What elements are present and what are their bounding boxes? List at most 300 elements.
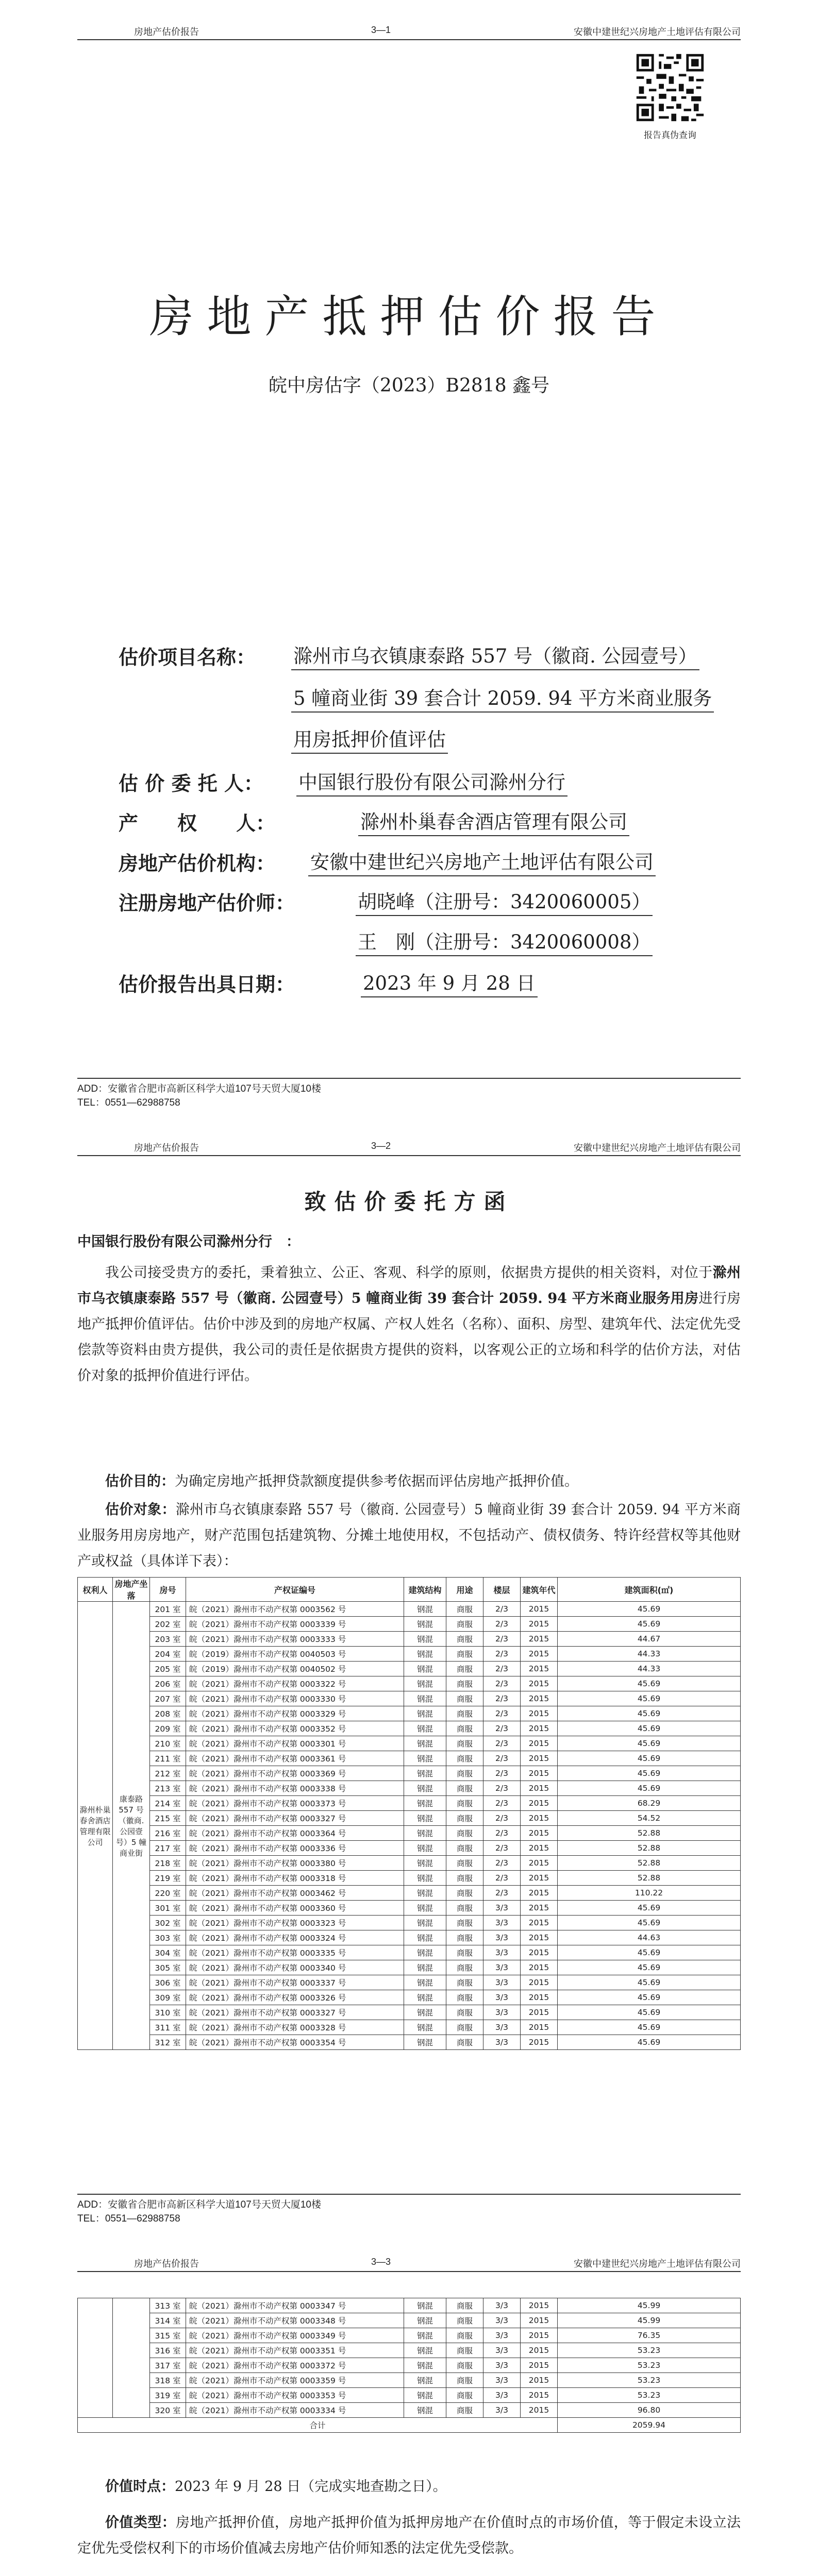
year-cell: 2015 bbox=[521, 1706, 558, 1721]
certificate-cell: 皖（2021）滁州市不动产权第 0003327 号 bbox=[186, 1811, 404, 1826]
structure-cell: 钢混 bbox=[404, 1751, 446, 1766]
structure-cell: 钢混 bbox=[404, 1602, 446, 1617]
use-cell: 商服 bbox=[446, 1826, 483, 1841]
use-cell: 商服 bbox=[446, 1736, 483, 1751]
area-cell: 45.69 bbox=[558, 2005, 741, 2020]
table-header-row bbox=[78, 1578, 741, 1602]
use-cell: 商服 bbox=[446, 1617, 483, 1632]
area-cell: 52.88 bbox=[558, 1826, 741, 1841]
intro-text-2: 进行房地产抵押价值评估。估价中涉及到的房地产权属、产权人姓名（名称）、面积、房型、建筑年代、法定优先受偿款等资料由贵方提供，我公司的责任是依据贵方提供的资料，以客观公正的立场和科学的估价方法，对估价对象的抵押价值进行评估。 bbox=[77, 1291, 741, 1384]
table-row bbox=[78, 1706, 741, 1721]
room-cell: 212 室 bbox=[150, 1766, 186, 1781]
table-row bbox=[78, 1736, 741, 1751]
use-cell: 商服 bbox=[446, 2403, 483, 2418]
area-cell: 45.99 bbox=[558, 2298, 741, 2313]
floor-cell: 3/3 bbox=[483, 1990, 521, 2005]
intro-paragraph bbox=[77, 1260, 741, 1389]
floor-cell: 3/3 bbox=[483, 1975, 521, 1990]
value-type-text: 房地产抵押价值，房地产抵押价值为抵押房地产在价值时点的市场价值，等于假定未设立法定优先受偿权利下的市场价值减去房地产估价师知悉的法定优先受偿款。 bbox=[77, 2515, 741, 2556]
room-cell: 210 室 bbox=[150, 1736, 186, 1751]
area-cell: 45.69 bbox=[558, 2020, 741, 2035]
year-cell: 2015 bbox=[521, 1841, 558, 1856]
room-cell: 202 室 bbox=[150, 1617, 186, 1632]
certificate-cell: 皖（2021）滁州市不动产权第 0003352 号 bbox=[186, 1721, 404, 1736]
room-cell: 309 室 bbox=[150, 1990, 186, 2005]
room-cell: 301 室 bbox=[150, 1901, 186, 1916]
area-cell: 45.69 bbox=[558, 1706, 741, 1721]
report-number: 皖中房估字（2023）B2818 鑫号 bbox=[268, 375, 550, 396]
year-cell: 2015 bbox=[521, 2005, 558, 2020]
structure-cell: 钢混 bbox=[404, 1647, 446, 1662]
header-left: 房地产估价报告 bbox=[134, 2259, 199, 2269]
value-type-paragraph bbox=[77, 2510, 741, 2562]
use-cell: 商服 bbox=[446, 1945, 483, 1960]
value-date-text: 2023 年 9 月 28 日（完成实地查勘之日）。 bbox=[175, 2479, 447, 2495]
room-cell: 216 室 bbox=[150, 1826, 186, 1841]
client-name: 中国银行股份有限公司滁州分行 bbox=[296, 767, 567, 796]
year-cell: 2015 bbox=[521, 2343, 558, 2358]
room-cell: 305 室 bbox=[150, 1960, 186, 1975]
certificate-cell: 皖（2021）滁州市不动产权第 0003333 号 bbox=[186, 1632, 404, 1647]
value-date-label: 价值时点： bbox=[105, 2479, 175, 2495]
intro-object: 滁州市乌衣镇康泰路 557 号（徽商. 公园壹号）5 幢商业街 39 套合计 2059. 94 平方米商业服务用房 bbox=[77, 1265, 741, 1307]
room-cell: 214 室 bbox=[150, 1796, 186, 1811]
floor-cell: 3/3 bbox=[483, 2358, 521, 2373]
year-cell: 2015 bbox=[521, 1676, 558, 1691]
area-cell: 44.63 bbox=[558, 1930, 741, 1945]
area-cell: 45.69 bbox=[558, 1990, 741, 2005]
room-cell: 201 室 bbox=[150, 1602, 186, 1617]
use-cell: 商服 bbox=[446, 1721, 483, 1736]
use-cell: 商服 bbox=[446, 1676, 483, 1691]
year-cell: 2015 bbox=[521, 1901, 558, 1916]
use-cell: 商服 bbox=[446, 1916, 483, 1930]
th-certificate: 产权证编号 bbox=[186, 1578, 404, 1602]
floor-cell: 2/3 bbox=[483, 1721, 521, 1736]
page-letter bbox=[0, 1116, 818, 2232]
area-cell: 45.69 bbox=[558, 1691, 741, 1706]
year-cell: 2015 bbox=[521, 1617, 558, 1632]
table-row bbox=[78, 1766, 741, 1781]
label-report-date: 估价报告出具日期： bbox=[119, 973, 295, 996]
structure-cell: 钢混 bbox=[404, 2313, 446, 2328]
structure-cell: 钢混 bbox=[404, 1841, 446, 1856]
use-cell: 商服 bbox=[446, 1781, 483, 1796]
year-cell: 2015 bbox=[521, 1632, 558, 1647]
use-cell: 商服 bbox=[446, 2388, 483, 2403]
table-row bbox=[78, 1841, 741, 1856]
floor-cell: 2/3 bbox=[483, 1751, 521, 1766]
floor-cell: 2/3 bbox=[483, 1617, 521, 1632]
year-cell: 2015 bbox=[521, 1811, 558, 1826]
qr-code-icon[interactable] bbox=[634, 52, 706, 124]
total-label: 合计 bbox=[78, 2418, 558, 2433]
year-cell: 2015 bbox=[521, 1826, 558, 1841]
area-cell: 45.69 bbox=[558, 1781, 741, 1796]
floor-cell: 3/3 bbox=[483, 2020, 521, 2035]
structure-cell: 钢混 bbox=[404, 2373, 446, 2388]
certificate-cell: 皖（2021）滁州市不动产权第 0003360 号 bbox=[186, 1901, 404, 1916]
page-header bbox=[77, 2252, 741, 2272]
year-cell: 2015 bbox=[521, 1751, 558, 1766]
owner-cell bbox=[78, 2298, 113, 2418]
purpose-paragraph bbox=[77, 1469, 741, 1495]
project-name-line3: 用房抵押价值评估 bbox=[291, 724, 448, 754]
structure-cell: 钢混 bbox=[404, 1721, 446, 1736]
certificate-cell: 皖（2021）滁州市不动产权第 0003337 号 bbox=[186, 1975, 404, 1990]
table-row bbox=[78, 1721, 741, 1736]
structure-cell: 钢混 bbox=[404, 1930, 446, 1945]
owner-name: 滁州朴巢春舍酒店管理有限公司 bbox=[358, 806, 629, 836]
table-row bbox=[78, 1796, 741, 1811]
room-cell: 306 室 bbox=[150, 1975, 186, 1990]
structure-cell: 钢混 bbox=[404, 1826, 446, 1841]
use-cell: 商服 bbox=[446, 2373, 483, 2388]
year-cell: 2015 bbox=[521, 2403, 558, 2418]
table-row bbox=[78, 2388, 741, 2403]
certificate-cell: 皖（2021）滁州市不动产权第 0003301 号 bbox=[186, 1736, 404, 1751]
page-header bbox=[77, 21, 741, 40]
room-cell: 208 室 bbox=[150, 1706, 186, 1721]
structure-cell: 钢混 bbox=[404, 1871, 446, 1886]
area-cell: 110.22 bbox=[558, 1886, 741, 1901]
intro-text: 我公司接受贵方的委托，秉着独立、公正、客观、科学的原则，依据贵方提供的相关资料，对位于 bbox=[105, 1265, 713, 1281]
year-cell: 2015 bbox=[521, 1886, 558, 1901]
structure-cell: 钢混 bbox=[404, 2403, 446, 2418]
year-cell: 2015 bbox=[521, 2328, 558, 2343]
area-cell: 45.69 bbox=[558, 1736, 741, 1751]
structure-cell: 钢混 bbox=[404, 1811, 446, 1826]
area-cell: 45.69 bbox=[558, 1916, 741, 1930]
floor-cell: 2/3 bbox=[483, 1676, 521, 1691]
area-cell: 44.33 bbox=[558, 1647, 741, 1662]
room-cell: 213 室 bbox=[150, 1781, 186, 1796]
page-cover bbox=[0, 0, 818, 1116]
page-results bbox=[0, 2232, 818, 2576]
structure-cell: 钢混 bbox=[404, 1766, 446, 1781]
certificate-cell: 皖（2021）滁州市不动产权第 0003364 号 bbox=[186, 1826, 404, 1841]
structure-cell: 钢混 bbox=[404, 2020, 446, 2035]
header-company: 安徽中建世纪兴房地产土地评估有限公司 bbox=[574, 1143, 741, 1153]
floor-cell: 2/3 bbox=[483, 1826, 521, 1841]
structure-cell: 钢混 bbox=[404, 1975, 446, 1990]
room-cell: 313 室 bbox=[150, 2298, 186, 2313]
structure-cell: 钢混 bbox=[404, 2358, 446, 2373]
room-cell: 320 室 bbox=[150, 2403, 186, 2418]
value-date-paragraph bbox=[77, 2474, 741, 2500]
area-cell: 52.88 bbox=[558, 1841, 741, 1856]
structure-cell: 钢混 bbox=[404, 1796, 446, 1811]
year-cell: 2015 bbox=[521, 1916, 558, 1930]
use-cell: 商服 bbox=[446, 1960, 483, 1975]
use-cell: 商服 bbox=[446, 2298, 483, 2313]
year-cell: 2015 bbox=[521, 1990, 558, 2005]
certificate-cell: 皖（2021）滁州市不动产权第 0003361 号 bbox=[186, 1751, 404, 1766]
structure-cell: 钢混 bbox=[404, 1676, 446, 1691]
footer-address: ADD：安徽省合肥市高新区科学大道107号天贸大厦10楼 bbox=[77, 1083, 321, 1094]
th-room: 房号 bbox=[150, 1578, 186, 1602]
certificate-cell: 皖（2021）滁州市不动产权第 0003329 号 bbox=[186, 1706, 404, 1721]
table-row bbox=[78, 1602, 741, 1617]
structure-cell: 钢混 bbox=[404, 2388, 446, 2403]
table-row bbox=[78, 1647, 741, 1662]
structure-cell: 钢混 bbox=[404, 1945, 446, 1960]
table-row bbox=[78, 2020, 741, 2035]
certificate-cell: 皖（2021）滁州市不动产权第 0003328 号 bbox=[186, 2020, 404, 2035]
qr-caption: 报告真伪查询 bbox=[644, 130, 696, 140]
addressee: 中国银行股份有限公司滁州分行 ： bbox=[77, 1234, 300, 1250]
table-row bbox=[78, 1662, 741, 1676]
area-cell: 53.23 bbox=[558, 2343, 741, 2358]
area-cell: 45.69 bbox=[558, 1901, 741, 1916]
year-cell: 2015 bbox=[521, 2373, 558, 2388]
agency-name: 安徽中建世纪兴房地产土地评估有限公司 bbox=[308, 846, 656, 876]
table-row bbox=[78, 2313, 741, 2328]
area-cell: 45.69 bbox=[558, 1602, 741, 1617]
room-cell: 303 室 bbox=[150, 1930, 186, 1945]
certificate-cell: 皖（2021）滁州市不动产权第 0003372 号 bbox=[186, 2358, 404, 2373]
floor-cell: 3/3 bbox=[483, 1916, 521, 1930]
certificate-cell: 皖（2019）滁州市不动产权第 0040503 号 bbox=[186, 1647, 404, 1662]
year-cell: 2015 bbox=[521, 2020, 558, 2035]
area-cell: 52.88 bbox=[558, 1856, 741, 1871]
structure-cell: 钢混 bbox=[404, 1691, 446, 1706]
header-left: 房地产估价报告 bbox=[134, 27, 199, 37]
value-type-label: 价值类型： bbox=[105, 2515, 176, 2531]
floor-cell: 2/3 bbox=[483, 1691, 521, 1706]
valuer-1: 胡晓峰（注册号：3420060005） bbox=[356, 886, 653, 916]
object-paragraph bbox=[77, 1497, 741, 1574]
floor-cell: 3/3 bbox=[483, 2298, 521, 2313]
certificate-cell: 皖（2019）滁州市不动产权第 0040502 号 bbox=[186, 1662, 404, 1676]
use-cell: 商服 bbox=[446, 1886, 483, 1901]
table-row bbox=[78, 1930, 741, 1945]
area-cell: 45.69 bbox=[558, 1751, 741, 1766]
floor-cell: 2/3 bbox=[483, 1602, 521, 1617]
table-row bbox=[78, 1811, 741, 1826]
area-cell: 45.69 bbox=[558, 1960, 741, 1975]
year-cell: 2015 bbox=[521, 1691, 558, 1706]
year-cell: 2015 bbox=[521, 1602, 558, 1617]
structure-cell: 钢混 bbox=[404, 1901, 446, 1916]
room-cell: 312 室 bbox=[150, 2035, 186, 2050]
room-cell: 318 室 bbox=[150, 2373, 186, 2388]
room-cell: 204 室 bbox=[150, 1647, 186, 1662]
year-cell: 2015 bbox=[521, 2035, 558, 2050]
use-cell: 商服 bbox=[446, 2005, 483, 2020]
floor-cell: 2/3 bbox=[483, 1632, 521, 1647]
use-cell: 商服 bbox=[446, 2313, 483, 2328]
certificate-cell: 皖（2021）滁州市不动产权第 0003318 号 bbox=[186, 1871, 404, 1886]
floor-cell: 3/3 bbox=[483, 2313, 521, 2328]
room-cell: 302 室 bbox=[150, 1916, 186, 1930]
use-cell: 商服 bbox=[446, 1706, 483, 1721]
page-header bbox=[77, 1137, 741, 1156]
floor-cell: 3/3 bbox=[483, 2005, 521, 2020]
year-cell: 2015 bbox=[521, 1960, 558, 1975]
room-cell: 319 室 bbox=[150, 2388, 186, 2403]
room-cell: 217 室 bbox=[150, 1841, 186, 1856]
area-cell: 44.33 bbox=[558, 1662, 741, 1676]
use-cell: 商服 bbox=[446, 1766, 483, 1781]
floor-cell: 3/3 bbox=[483, 2035, 521, 2050]
certificate-cell: 皖（2021）滁州市不动产权第 0003327 号 bbox=[186, 2005, 404, 2020]
floor-cell: 3/3 bbox=[483, 1901, 521, 1916]
use-cell: 商服 bbox=[446, 1811, 483, 1826]
header-page-number: 3—3 bbox=[371, 2257, 391, 2267]
use-cell: 商服 bbox=[446, 1871, 483, 1886]
floor-cell: 2/3 bbox=[483, 1796, 521, 1811]
certificate-cell: 皖（2021）滁州市不动产权第 0003334 号 bbox=[186, 2403, 404, 2418]
certificate-cell: 皖（2021）滁州市不动产权第 0003380 号 bbox=[186, 1856, 404, 1871]
use-cell: 商服 bbox=[446, 1841, 483, 1856]
header-left: 房地产估价报告 bbox=[134, 1143, 199, 1153]
year-cell: 2015 bbox=[521, 1647, 558, 1662]
footer-address: ADD：安徽省合肥市高新区科学大道107号天贸大厦10楼 bbox=[77, 2199, 321, 2210]
header-company: 安徽中建世纪兴房地产土地评估有限公司 bbox=[574, 2259, 741, 2269]
structure-cell: 钢混 bbox=[404, 2328, 446, 2343]
table-row bbox=[78, 2035, 741, 2050]
area-cell: 45.69 bbox=[558, 1975, 741, 1990]
certificate-cell: 皖（2021）滁州市不动产权第 0003339 号 bbox=[186, 1617, 404, 1632]
table-row bbox=[78, 2403, 741, 2418]
room-cell: 203 室 bbox=[150, 1632, 186, 1647]
project-name-line1: 滁州市乌衣镇康泰路 557 号（徽商. 公园壹号） bbox=[291, 640, 699, 670]
report-date: 2023 年 9 月 28 日 bbox=[361, 968, 538, 997]
year-cell: 2015 bbox=[521, 1871, 558, 1886]
structure-cell: 钢混 bbox=[404, 2005, 446, 2020]
table-row bbox=[78, 1781, 741, 1796]
project-name-line2: 5 幢商业街 39 套合计 2059. 94 平方米商业服务 bbox=[291, 683, 714, 713]
room-cell: 304 室 bbox=[150, 1945, 186, 1960]
certificate-cell: 皖（2021）滁州市不动产权第 0003335 号 bbox=[186, 1945, 404, 1960]
year-cell: 2015 bbox=[521, 2313, 558, 2328]
report-title: 房地产抵押估价报告 bbox=[149, 291, 669, 343]
use-cell: 商服 bbox=[446, 2343, 483, 2358]
footer-tel: TEL：0551—62988758 bbox=[77, 1097, 180, 1108]
footer-tel: TEL：0551—62988758 bbox=[77, 2213, 180, 2224]
label-agency: 房地产估价机构： bbox=[119, 852, 276, 875]
floor-cell: 2/3 bbox=[483, 1781, 521, 1796]
certificate-cell: 皖（2021）滁州市不动产权第 0003324 号 bbox=[186, 1930, 404, 1945]
year-cell: 2015 bbox=[521, 1856, 558, 1871]
floor-cell: 3/3 bbox=[483, 2388, 521, 2403]
th-use: 用途 bbox=[446, 1578, 483, 1602]
year-cell: 2015 bbox=[521, 1796, 558, 1811]
use-cell: 商服 bbox=[446, 1901, 483, 1916]
property-table-body-continued bbox=[78, 2298, 741, 2418]
property-table-continued bbox=[77, 2298, 741, 2433]
table-row bbox=[78, 2328, 741, 2343]
table-row bbox=[78, 1826, 741, 1841]
area-cell: 45.69 bbox=[558, 1676, 741, 1691]
room-cell: 310 室 bbox=[150, 2005, 186, 2020]
table-row bbox=[78, 2358, 741, 2373]
property-table-body bbox=[78, 1602, 741, 2050]
owner-cell: 滁州朴巢春舍酒店管理有限公司 bbox=[78, 1602, 113, 2050]
certificate-cell: 皖（2021）滁州市不动产权第 0003340 号 bbox=[186, 1960, 404, 1975]
room-cell: 205 室 bbox=[150, 1662, 186, 1676]
certificate-cell: 皖（2021）滁州市不动产权第 0003323 号 bbox=[186, 1916, 404, 1930]
area-cell: 52.88 bbox=[558, 1871, 741, 1886]
floor-cell: 2/3 bbox=[483, 1766, 521, 1781]
use-cell: 商服 bbox=[446, 1691, 483, 1706]
year-cell: 2015 bbox=[521, 1662, 558, 1676]
room-cell: 211 室 bbox=[150, 1751, 186, 1766]
table-row bbox=[78, 1975, 741, 1990]
floor-cell: 3/3 bbox=[483, 2403, 521, 2418]
table-row bbox=[78, 1916, 741, 1930]
year-cell: 2015 bbox=[521, 1975, 558, 1990]
area-cell: 53.23 bbox=[558, 2373, 741, 2388]
room-cell: 314 室 bbox=[150, 2313, 186, 2328]
floor-cell: 2/3 bbox=[483, 1841, 521, 1856]
year-cell: 2015 bbox=[521, 1766, 558, 1781]
object-label: 估价对象： bbox=[105, 1502, 176, 1518]
use-cell: 商服 bbox=[446, 1796, 483, 1811]
use-cell: 商服 bbox=[446, 2328, 483, 2343]
area-cell: 45.69 bbox=[558, 1617, 741, 1632]
floor-cell: 2/3 bbox=[483, 1736, 521, 1751]
structure-cell: 钢混 bbox=[404, 1886, 446, 1901]
label-client: 估 价 委 托 人： bbox=[119, 772, 263, 795]
certificate-cell: 皖（2021）滁州市不动产权第 0003330 号 bbox=[186, 1691, 404, 1706]
area-cell: 45.69 bbox=[558, 2035, 741, 2050]
th-location: 房地产坐落 bbox=[113, 1578, 150, 1602]
label-project: 估价项目名称： bbox=[119, 646, 256, 669]
floor-cell: 3/3 bbox=[483, 1960, 521, 1975]
certificate-cell: 皖（2021）滁州市不动产权第 0003348 号 bbox=[186, 2313, 404, 2328]
year-cell: 2015 bbox=[521, 1721, 558, 1736]
label-owner: 产 权 人： bbox=[119, 811, 276, 835]
room-cell: 315 室 bbox=[150, 2328, 186, 2343]
table-row bbox=[78, 1617, 741, 1632]
certificate-cell: 皖（2021）滁州市不动产权第 0003347 号 bbox=[186, 2298, 404, 2313]
table-row bbox=[78, 1871, 741, 1886]
room-cell: 215 室 bbox=[150, 1811, 186, 1826]
area-cell: 53.23 bbox=[558, 2388, 741, 2403]
use-cell: 商服 bbox=[446, 1647, 483, 1662]
page-footer bbox=[77, 1082, 321, 1110]
purpose-label: 估价目的： bbox=[105, 1473, 175, 1489]
certificate-cell: 皖（2021）滁州市不动产权第 0003353 号 bbox=[186, 2388, 404, 2403]
table-row bbox=[78, 1676, 741, 1691]
location-cell bbox=[113, 2298, 150, 2418]
use-cell: 商服 bbox=[446, 2035, 483, 2050]
structure-cell: 钢混 bbox=[404, 1856, 446, 1871]
structure-cell: 钢混 bbox=[404, 2343, 446, 2358]
year-cell: 2015 bbox=[521, 1781, 558, 1796]
floor-cell: 2/3 bbox=[483, 1856, 521, 1871]
floor-cell: 2/3 bbox=[483, 1811, 521, 1826]
structure-cell: 钢混 bbox=[404, 1736, 446, 1751]
table-row bbox=[78, 2298, 741, 2313]
th-floor: 楼层 bbox=[483, 1578, 521, 1602]
use-cell: 商服 bbox=[446, 1751, 483, 1766]
room-cell: 218 室 bbox=[150, 1856, 186, 1871]
floor-cell: 2/3 bbox=[483, 1706, 521, 1721]
room-cell: 206 室 bbox=[150, 1676, 186, 1691]
room-cell: 219 室 bbox=[150, 1871, 186, 1886]
floor-cell: 3/3 bbox=[483, 1945, 521, 1960]
floor-cell: 2/3 bbox=[483, 1662, 521, 1676]
certificate-cell: 皖（2021）滁州市不动产权第 0003322 号 bbox=[186, 1676, 404, 1691]
certificate-cell: 皖（2021）滁州市不动产权第 0003349 号 bbox=[186, 2328, 404, 2343]
floor-cell: 3/3 bbox=[483, 2373, 521, 2388]
structure-cell: 钢混 bbox=[404, 1617, 446, 1632]
property-table bbox=[77, 1577, 741, 2050]
area-cell: 45.69 bbox=[558, 1721, 741, 1736]
